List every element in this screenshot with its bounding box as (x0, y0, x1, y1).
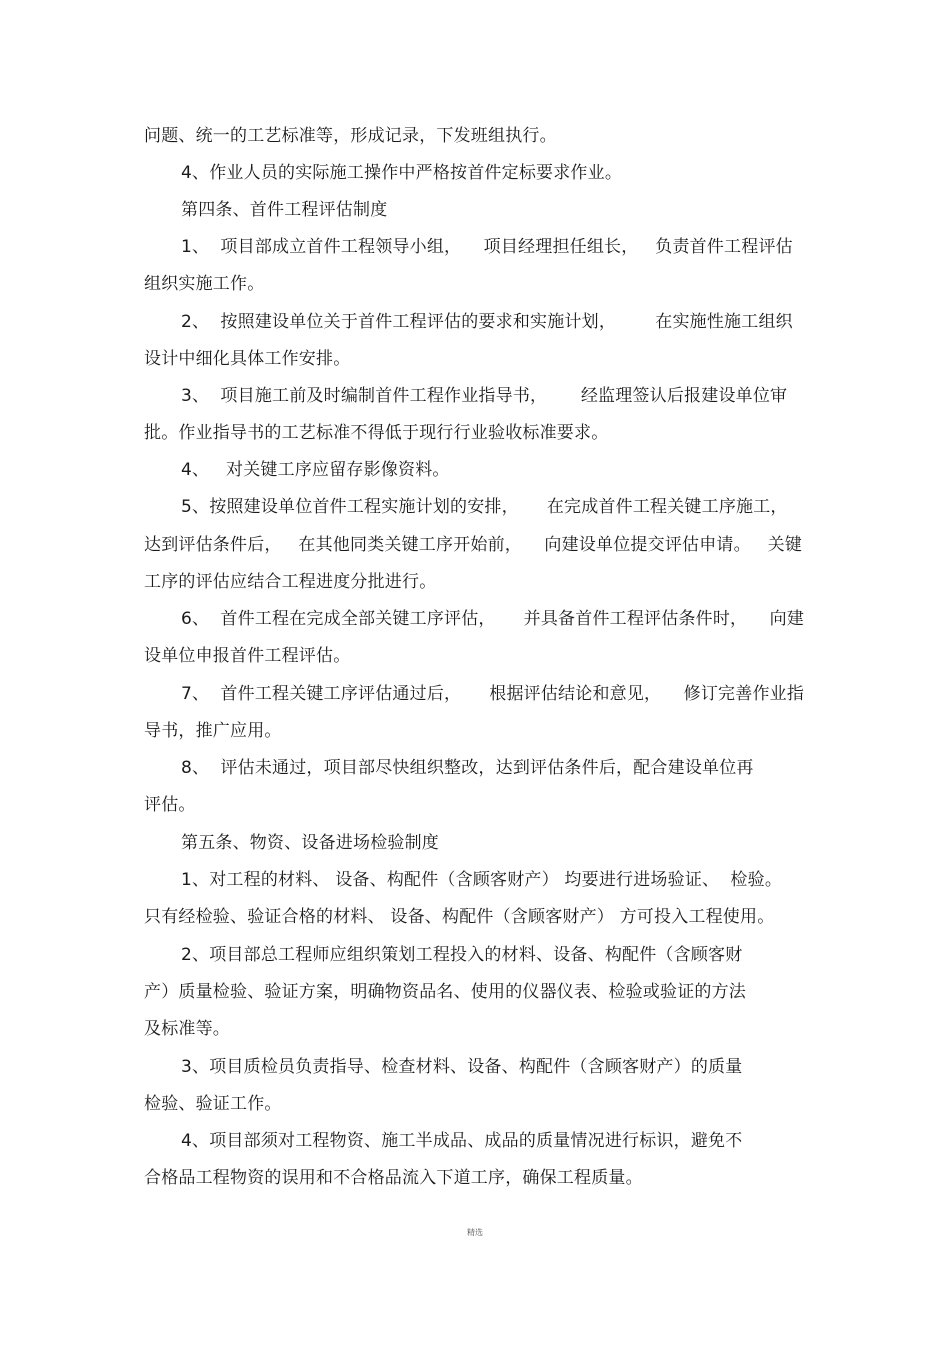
text-line: 工序的评估应结合工程进度分批进行。 (144, 572, 437, 592)
text-line: 批。作业指导书的工艺标准不得低于现行行业验收标准要求。 (144, 423, 609, 443)
text-line: 设单位申报首件工程评估。 (144, 646, 351, 666)
text-line: 导书，推广应用。 (144, 721, 282, 741)
text-line: 7、 首件工程关键工序评估通过后， 根据评估结论和意见， 修订完善作业指 (181, 684, 805, 704)
text-line: 及标准等。 (144, 1019, 230, 1039)
section-heading: 第四条、首件工程评估制度 (181, 200, 388, 220)
text-line: 8、 评估未通过，项目部尽快组织整改，达到评估条件后，配合建设单位再 (181, 758, 754, 778)
text-line: 2、 按照建设单位关于首件工程评估的要求和实施计划， 在实施性施工组织 (181, 312, 793, 332)
text-line: 1、 项目部成立首件工程领导小组， 项目经理担任组长， 负责首件工程评估 (181, 237, 793, 257)
text-line: 3、 项目施工前及时编制首件工程作业指导书， 经监理签认后报建设单位审 (181, 386, 788, 406)
text-line: 检验、验证工作。 (144, 1094, 282, 1114)
text-line: 4、作业人员的实际施工操作中严格按首件定标要求作业。 (181, 163, 623, 183)
text-line: 5、按照建设单位首件工程实施计划的安排， 在完成首件工程关键工序施工， (181, 497, 788, 517)
text-line: 合格品工程物资的误用和不合格品流入下道工序，确保工程质量。 (144, 1168, 643, 1188)
text-line: 6、 首件工程在完成全部关键工序评估， 并具备首件工程评估条件时， 向建 (181, 609, 805, 629)
text-line: 1、对工程的材料、 设备、构配件（含顾客财产） 均要进行进场验证、 检验。 (181, 870, 783, 890)
text-line: 组织实施工作。 (144, 274, 265, 294)
text-line: 4、 对关键工序应留存影像资料。 (181, 460, 450, 480)
text-line: 只有经检验、验证合格的材料、 设备、构配件（含顾客财产） 方可投入工程使用。 (144, 907, 775, 927)
text-line: 产）质量检验、验证方案，明确物资品名、使用的仪器仪表、检验或验证的方法 (144, 982, 746, 1002)
section-heading: 第五条、物资、设备进场检验制度 (181, 833, 439, 853)
page-footer: 精选 (467, 1228, 483, 1237)
text-line: 设计中细化具体工作安排。 (144, 349, 351, 369)
text-line: 问题、统一的工艺标准等，形成记录，下发班组执行。 (144, 126, 557, 146)
text-line: 达到评估条件后， 在其他同类关键工序开始前， 向建设单位提交评估申请。 关键 (144, 535, 803, 555)
text-line: 评估。 (144, 795, 196, 815)
text-line: 2、项目部总工程师应组织策划工程投入的材料、设备、构配件（含顾客财 (181, 945, 743, 965)
text-line: 4、项目部须对工程物资、施工半成品、成品的质量情况进行标识，避免不 (181, 1131, 743, 1151)
text-line: 3、项目质检员负责指导、检查材料、设备、构配件（含顾客财产）的质量 (181, 1057, 743, 1077)
